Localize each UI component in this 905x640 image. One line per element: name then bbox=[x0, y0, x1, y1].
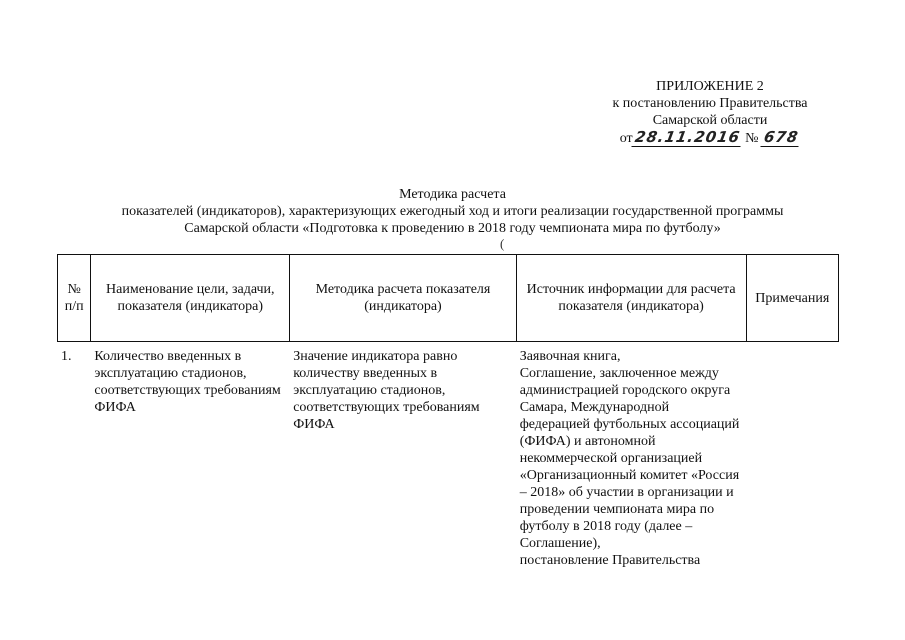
handwritten-number: 678 bbox=[760, 129, 801, 147]
source-line: Заявочная книга, bbox=[519, 349, 621, 364]
appendix-title: ПРИЛОЖЕНИЕ 2 bbox=[656, 79, 764, 94]
header-number: № п/п bbox=[58, 255, 91, 342]
header-source: Источник информации для расчета показателя (индикатора) bbox=[516, 255, 746, 342]
row-source bbox=[516, 342, 746, 570]
pen-mark: ( bbox=[500, 236, 505, 251]
table-row bbox=[58, 342, 839, 570]
date-prefix: от bbox=[619, 131, 633, 146]
indicators-table bbox=[57, 254, 839, 569]
row-note bbox=[746, 342, 838, 570]
header-note: Примечания bbox=[746, 255, 838, 342]
table-header-row bbox=[58, 255, 839, 342]
row-method: Значение индикатора равно количеству введенных в эксплуатацию стадионов, соответствующих требованиям ФИФА bbox=[293, 349, 480, 432]
number-prefix: № bbox=[745, 131, 759, 146]
row-number: 1. bbox=[61, 349, 72, 364]
appendix-region: Самарской области bbox=[652, 113, 768, 128]
source-line: Соглашение, заключенное между администрацией городского округа Самара, Международной федерацией футбольных ассоциаций (ФИФА) и автономной некоммерческой организацией «Организационный комитет «Россия – 2018» об участии в организации и проведении чемпионата мира по футболу в 2018 году (далее – Соглашение), bbox=[519, 366, 740, 551]
handwritten-date: 28.11.2016 bbox=[631, 129, 743, 147]
appendix-resolution: к постановлению Правительства bbox=[612, 96, 808, 111]
row-name: Количество введенных в эксплуатацию стадионов, соответствующих требованиям ФИФА bbox=[94, 349, 281, 415]
document-title bbox=[20, 186, 885, 237]
header-method: Методика расчета показателя (индикатора) bbox=[290, 255, 517, 342]
source-line: постановление Правительства bbox=[519, 553, 701, 568]
title-line-3: Самарской области «Подготовка к проведению в 2018 году чемпионата мира по футболу» bbox=[184, 221, 721, 236]
title-line-1: Методика расчета bbox=[399, 187, 506, 202]
header-name: Наименование цели, задачи, показателя (индикатора) bbox=[91, 255, 290, 342]
appendix-block bbox=[560, 78, 860, 147]
title-line-2: показателей (индикаторов), характеризующих ежегодный ход и итоги реализации государственной программы bbox=[121, 204, 784, 219]
appendix-date-line bbox=[560, 129, 860, 147]
